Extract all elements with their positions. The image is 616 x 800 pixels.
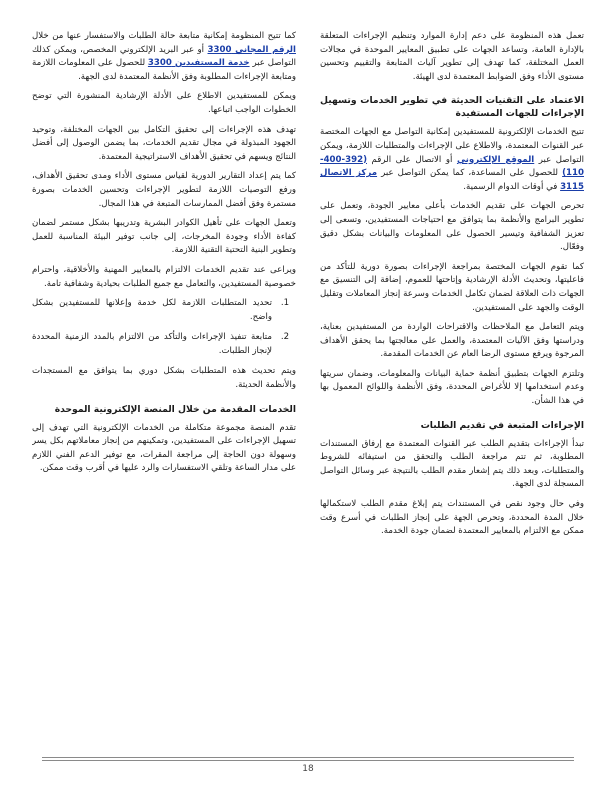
list-number: 2. xyxy=(280,332,290,343)
text-run: في أوقات الدوام الرسمية. xyxy=(463,181,558,192)
text-run: أو الاتصال على الرقم xyxy=(371,154,453,165)
numbered-list-item xyxy=(32,297,296,324)
paragraph: ويراعى عند تقديم الخدمات الالتزام بالمعايير المهنية والأخلاقية، واحترام خصوصية المستفيدين، والتعامل مع جميع الطلبات بحيادية وشفافية تامة. xyxy=(32,264,296,289)
paragraph-with-links xyxy=(320,126,584,194)
service-link[interactable]: خدمة المستفيدين 3300 xyxy=(147,58,250,69)
list-text: تحديد المتطلبات اللازمة لكل خدمة وإعلانها للمستفيدين بشكل واضح. xyxy=(32,298,272,322)
footer-rule xyxy=(42,757,574,758)
text-run: للحصول على المساعدة، كما يمكن التواصل عبر xyxy=(381,168,559,179)
paragraph: تبدأ الإجراءات بتقديم الطلب عبر القنوات المعتمدة مع إرفاق المستندات المطلوبة، ثم تتم مراجعة الطلب والتحقق من استيفائه للشروط والمتطلبات، وبعد ذلك يتم إشعار مقدم الطلب بالنتيجة عبر وسائل التواصل المسجلة لدى الجهة. xyxy=(320,438,584,490)
text-run: للحصول على المعلومات اللازمة ومتابعة الإجراءات المطلوبة وفق الأنظمة المعتمدة لدى الجهة. xyxy=(32,58,296,82)
paragraph-with-links xyxy=(32,30,296,84)
column-left xyxy=(32,30,296,750)
footer-rule xyxy=(42,760,574,761)
paragraph: ويتم التعامل مع الملاحظات والاقتراحات الواردة من المستفيدين بعناية، ودراستها وفق الآليات المعتمدة، والعمل على معالجتها بما يحقق الأهداف المرجوة ويرفع مستوى الرضا العام عن الخدمات المقدمة. xyxy=(320,322,584,360)
section-heading: الاعتماد على التقنيات الحديثة في تطوير الخدمات وتسهيل الإجراءات للجهات المستفيدة xyxy=(320,95,584,120)
paragraph: تقدم المنصة مجموعة متكاملة من الخدمات الإلكترونية التي تهدف إلى تسهيل الإجراءات على المستفيدين، وتمكينهم من إنجاز معاملاتهم بكل يسر وسهولة دون الحاجة إلى مراجعة المقرات، مع توفير الدعم الفني اللازم على مدار الساعة وتلقي الاستفسارات والرد عليها في أقرب وقت ممكن. xyxy=(32,422,296,474)
paragraph: تحرص الجهات على تقديم الخدمات بأعلى معايير الجودة، وتعمل على تطوير البرامج والأنظمة بما يتوافق مع احتياجات المستفيدين، وتسعى إلى تعزيز الشفافية وتيسير الحصول على المعلومات والبيانات بشكل دقيق وفعّال. xyxy=(320,201,584,253)
paragraph: ويتم تحديث هذه المتطلبات بشكل دوري بما يتوافق مع المستجدات والأنظمة الحديثة. xyxy=(32,366,296,391)
call-center-link[interactable]: مركز الاتصال 3115 xyxy=(320,168,584,192)
section-heading: الإجراءات المتبعة في تقديم الطلبات xyxy=(420,419,584,431)
text-run: أو عبر البريد الإلكتروني المخصص، ويمكن كذلك التواصل عبر xyxy=(32,44,296,69)
website-link[interactable]: الموقع الإلكتروني xyxy=(456,154,535,165)
hotline-link[interactable]: الرقم المجاني 3300 xyxy=(207,44,296,55)
paragraph: تهدف هذه الإجراءات إلى تحقيق التكامل بين الجهات المختلفة، وتوحيد الجهود المبذولة في مجال تقديم الخدمات، بما يضمن الوصول إلى أفضل النتائج ويسهم في تحقيق الأهداف الاستراتيجية المعتمدة. xyxy=(32,124,296,162)
text-run: تتيح الخدمات الإلكترونية للمستفيدين إمكانية التواصل مع الجهات المختصة عبر القنوات المعتمدة، والاطلاع على الإجراءات والمتطلبات اللازمة، ويمكن التواصل عبر xyxy=(320,127,584,165)
two-column-layout xyxy=(32,30,584,750)
paragraph: كما يتم إعداد التقارير الدورية لقياس مستوى الأداء ومدى تحقيق الأهداف، ورفع التوصيات اللازمة لتطوير الإجراءات وتحسين الخدمات بصورة مستمرة وفق أفضل الممارسات المتبعة في هذا المجال. xyxy=(32,171,296,209)
paragraph: كما تقوم الجهات المختصة بمراجعة الإجراءات بصورة دورية للتأكد من فاعليتها، وتحديث الأدلة الإرشادية وإتاحتها للعموم، إضافة إلى التنسيق مع الجهات ذات العلاقة لضمان تكامل الخدمات وسرعة إنجاز المعاملات وتقليل الوقت والجهد على المستفيدين. xyxy=(320,261,584,313)
paragraph: تعمل هذه المنظومة على دعم إدارة الموارد وتنظيم الإجراءات المتعلقة بالإدارة العامة، وتساعد الجهات على تطبيق المعايير الموحدة في مجالات العمل المختلفة، كما تهدف إلى تطوير آليات المتابعة والتقييم وتحسين مستوى الأداء وفق الضوابط المعتمدة لدى الهيئة. xyxy=(320,31,584,82)
phone-link[interactable]: (392-400-110) xyxy=(320,154,584,179)
list-text: متابعة تنفيذ الإجراءات والتأكد من الالتزام بالمدد الزمنية المحددة لإنجاز الطلبات. xyxy=(32,332,272,356)
column-right xyxy=(320,30,584,750)
paragraph: وتعمل الجهات على تأهيل الكوادر البشرية وتدريبها بشكل مستمر لضمان كفاءة الأداء وجودة المخرجات، إلى جانب توفير البيئة المناسبة للعمل وتطوير البنية التحتية التقنية اللازمة. xyxy=(32,218,296,256)
paragraph: وفي حال وجود نقص في المستندات يتم إبلاغ مقدم الطلب لاستكمالها خلال المدة المحددة، وتحرص الجهة على إنجاز الطلبات في أسرع وقت ممكن مع الالتزام بالمعايير المعتمدة لضمان جودة الخدمة. xyxy=(320,499,584,537)
page-number: 18 xyxy=(302,764,314,774)
list-number: 1. xyxy=(280,298,290,309)
numbered-list-item xyxy=(32,331,296,358)
text-run: كما تتيح المنظومة إمكانية متابعة حالة الطلبات والاستفسار عنها من خلال xyxy=(32,31,296,41)
section-heading: الخدمات المقدمة من خلال المنصة الإلكترونية الموحدة xyxy=(54,403,296,415)
paragraph: وتلتزم الجهات بتطبيق أنظمة حماية البيانات والمعلومات، وضمان سريتها وعدم استخدامها إلا للأغراض المحددة، وفق الأنظمة واللوائح المعمول بها في هذا الشأن. xyxy=(320,368,584,407)
paragraph: ويمكن للمستفيدين الاطلاع على الأدلة الإرشادية المنشورة التي توضح الخطوات الواجب اتباعها. xyxy=(32,91,296,115)
